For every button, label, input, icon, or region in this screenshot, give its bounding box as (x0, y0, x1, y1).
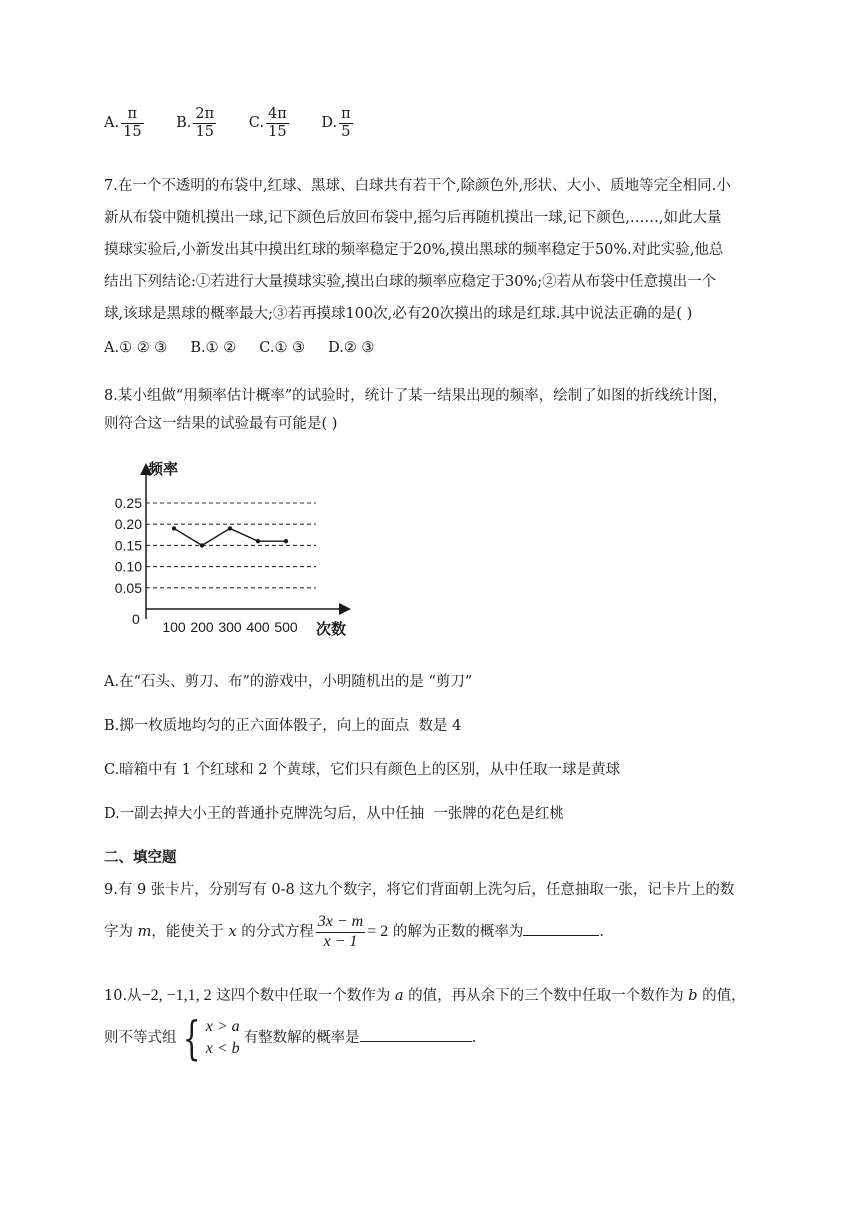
q6-option-a: A. $\frac{\pi}{15}$ (104, 106, 142, 140)
q8-option-c: C.暗箱中有 1 个红球和 2 个黄球，它们只有颜色上的区别，从中任取一球是黄球 (104, 762, 621, 778)
answer-blank[interactable] (360, 1027, 472, 1042)
q7-line-3: 摸球实验后,小新发出其中摸出红球的频率稳定于20%,摸出黑球的频率稳定于50%.对此实验,他总 (104, 242, 724, 258)
data-point (172, 526, 176, 530)
y-tick-label: 0.15 (114, 537, 142, 554)
x-tick-label: 200 (190, 619, 214, 635)
data-point (228, 526, 232, 530)
y-tick-label: 0.10 (114, 558, 142, 575)
answer-blank[interactable] (523, 921, 599, 936)
q10-line-1: 10.从−2, −1,1, 2 这四个数中任取一个数作为 a 的值，再从余下的三个数中任取一个数作为 b 的值， (104, 987, 746, 1004)
q7-line-5: 球,该球是黑球的概率最大;③若再摸球100次,必有20次摸出的球是红球.其中说法正确的是( ) (104, 306, 693, 322)
data-point (284, 539, 288, 543)
x-tick-label: 400 (246, 619, 270, 635)
q8-option-d: D.一副去掉大小王的普通扑克牌洗匀后，从中任抽 一张牌的花色是红桃 (104, 806, 564, 822)
y-axis-label: 频率 (148, 461, 179, 478)
y-tick-label: 0.25 (114, 495, 142, 511)
q6-option-d: D. $\frac{\pi}{5}$ (321, 106, 351, 140)
origin-label: 0 (132, 611, 140, 627)
x-axis-label: 次数 (316, 621, 347, 638)
q6-options (104, 106, 355, 148)
x-tick-label: 500 (274, 619, 298, 635)
y-tick-label: 0.05 (114, 579, 142, 596)
q7-options: A.① ② ③ B.① ② C.① ③ D.② ③ (104, 340, 375, 356)
data-point (200, 543, 204, 547)
inequality-system: x > a x < b (205, 1018, 240, 1057)
q7-line-4: 结出下列结论:①若进行大量摸球实验,摸出白球的频率应稳定于30%;②若从布袋中任意摸出一个 (104, 274, 717, 290)
data-point (256, 539, 260, 543)
x-tick-label: 100 (162, 619, 186, 635)
q9-line-2: 字为 m，能使关于 x 的分式方程 $\frac{3x - m}{x - 1}$ = 2 的解为正数的概率为 . (104, 913, 604, 950)
q8-option-a: A.在“石头、剪刀、布”的游戏中，小明随机出的是 “剪刀” (104, 674, 473, 690)
q8-option-b: B.掷一枚质地均匀的正六面体骰子，向上的面点 数是 4 (104, 718, 462, 734)
x-tick-label: 300 (218, 619, 242, 635)
q6-option-c: C. $\frac{4\pi}{15}$ (248, 106, 287, 140)
frequency-line-chart (104, 456, 374, 646)
q8-line-2: 则符合这一结果的试验最有可能是( ) (104, 416, 338, 432)
option-fraction: $\frac{\pi}{5}$ (341, 106, 351, 140)
equation-fraction: $\frac{3x - m}{x - 1}$ (317, 913, 364, 950)
option-fraction: $\frac{\pi}{15}$ (123, 106, 142, 140)
left-brace: { (182, 1011, 200, 1065)
q7-line-1: 7.在一个不透明的布袋中,红球、黑球、白球共有若干个,除颜色外,形状、大小、质地等完全相同.小 (104, 178, 731, 194)
q6-option-b: B. $\frac{2\pi}{15}$ (176, 106, 215, 140)
section-title: 二、填空题 (104, 849, 177, 866)
q8-line-1: 8.某小组做“用频率估计概率”的试验时，统计了某一结果出现的频率，绘制了如图的折线统计图， (104, 388, 728, 404)
q9-line-1: 9.有 9 张卡片，分别写有 0-8 这九个数字，将它们背面朝上洗匀后，任意抽取一张，记卡片上的数 (104, 882, 735, 898)
q7-line-2: 新从布袋中随机摸出一球,记下颜色后放回布袋中,摇匀后再随机摸出一球,记下颜色,……,如此大量 (104, 210, 722, 226)
q10-line-2: 则不等式组 { x > a x < b 有整数解的概率是 . (104, 1011, 477, 1065)
frequency-series-line (174, 528, 286, 545)
option-fraction: $\frac{2\pi}{15}$ (195, 106, 215, 140)
y-tick-label: 0.20 (114, 516, 142, 533)
option-fraction: $\frac{4\pi}{15}$ (267, 106, 287, 140)
